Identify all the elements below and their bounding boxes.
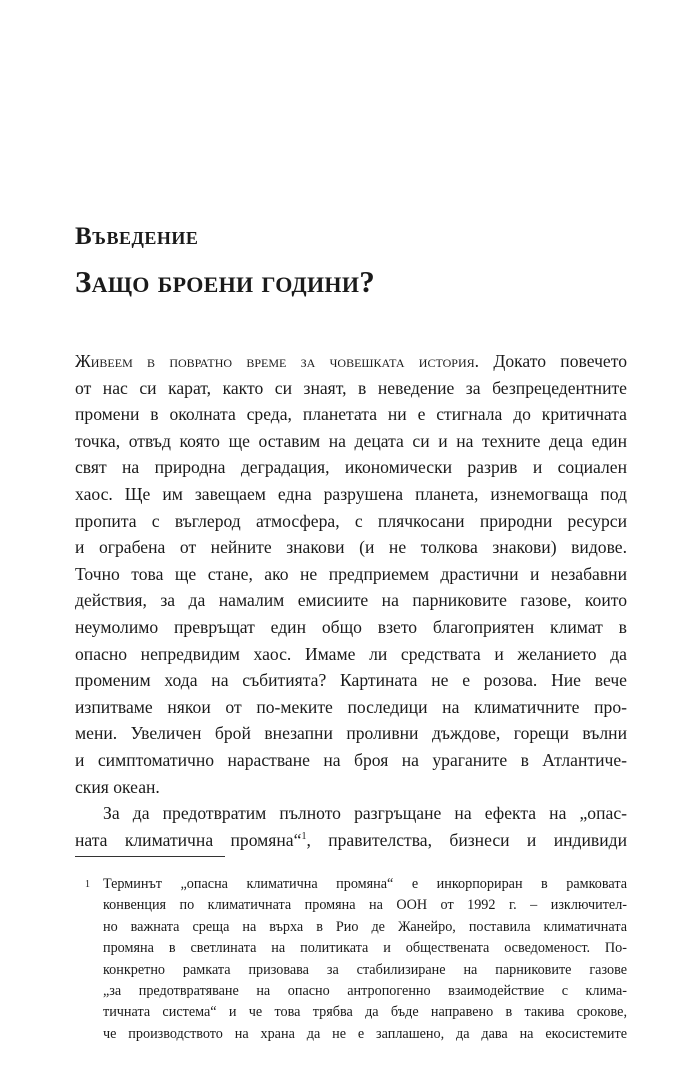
body-line: Точно това ще стане, ако не предприемем драстични и незабавни <box>75 563 627 584</box>
body-line: изпитваме някои от по-меките последици на климатичните про- <box>75 696 627 717</box>
footnote-line: че производството на храна да не е заплашено, да дава на екосистемите <box>103 1025 627 1042</box>
body-line: неумолимо превръщат един общо взето благоприятен климат в <box>75 616 627 637</box>
body-line: променим хода на събитията? Картината не е розова. Ние вече <box>75 670 627 691</box>
body-line: от нас си карат, както си знаят, в неведение за безпрецедентните <box>75 377 627 398</box>
footnote-line: но важната среща на върха в Рио де Жанейро, поставила климатичната <box>103 918 627 935</box>
footnote-reference[interactable]: 1 <box>301 830 307 842</box>
body-line: и ограбена от нейните знакови (и не толкова знакови) видове. <box>75 537 627 558</box>
body-line: пропита с въглерод атмосфера, с плячкосани природни ресурси <box>75 510 627 531</box>
footnote <box>75 874 627 1045</box>
body-line: Живеем в повратно време за човешката история. Докато повечето <box>75 351 627 371</box>
lead-in-small-caps: Живеем в повратно време за човешката история. <box>75 351 480 371</box>
footnote-marker: 1 <box>85 879 90 890</box>
chapter-kicker: Въведение <box>75 223 199 250</box>
body-line: ския океан. <box>75 776 160 797</box>
footnote-line: промяна в светлината на политиката и обществената осведоменост. По- <box>103 940 627 957</box>
body-text <box>75 348 627 853</box>
footnote-divider <box>75 856 225 857</box>
footnote-line: тичната система“ и че това трябва да бъде направено в такива срокове, <box>103 1004 627 1021</box>
body-line: опасно непредвидим хаос. Имаме ли средствата и желанието да <box>75 643 627 664</box>
footnote-line: „за предотвратяване на опасно антропогенно взаимодействие с клима- <box>103 982 627 999</box>
chapter-title: Защо броени години? <box>75 264 376 299</box>
body-line: За да предотвратим пълното разгръщане на ефекта на „опас- <box>103 803 627 824</box>
footnote-line: конвенция по климатичната промяна на ООН от 1992 г. – изключител- <box>103 897 627 914</box>
footnote-line: 1 Терминът „опасна климатична промяна“ е инкорпориран в рамковата <box>75 874 627 895</box>
body-line: точка, отвъд която ще оставим на децата си и на техните деца един <box>75 430 627 451</box>
body-line: действия, за да намалим емисиите на парниковите газове, които <box>75 590 627 611</box>
body-line: мени. Увеличен брой внезапни проливни дъждове, горещи вълни <box>75 723 627 744</box>
body-line: свят на природна деградация, икономически разрив и социален <box>75 457 627 478</box>
body-line: ната климатична промяна“$^1$, правителства, бизнеси и индивиди <box>75 829 628 850</box>
body-line: и симптоматично нарастване на броя на ураганите в Атлантиче- <box>75 749 627 770</box>
body-line: хаос. Ще им завещаем една разрушена планета, изнемогваща под <box>75 483 627 504</box>
body-line: промени в околната среда, планетата ни е стигнала до критичната <box>75 404 627 425</box>
footnote-line: конкретно рамката призовава за стабилизиране на парниковите газове <box>103 961 627 978</box>
